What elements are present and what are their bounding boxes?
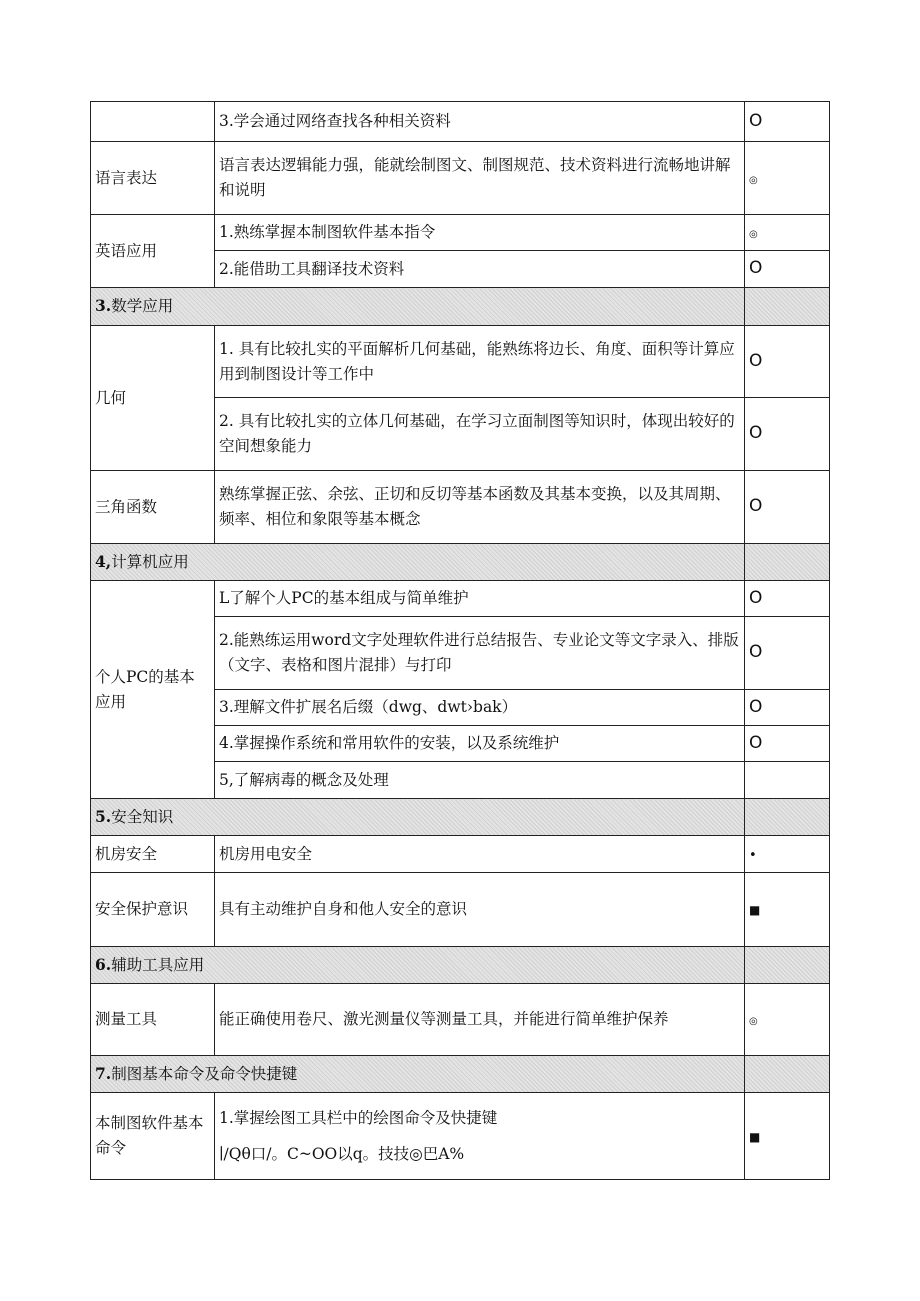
category-cell: 本制图软件基本命令 (91, 1093, 215, 1180)
level-mark: ◎ (745, 984, 830, 1056)
table-row (91, 142, 830, 215)
level-mark: • (745, 836, 830, 873)
section-title: 7.制图基本命令及命令快捷键 (91, 1056, 745, 1093)
competency-table (90, 101, 830, 1180)
table-row (91, 102, 830, 142)
category-cell: 安全保护意识 (91, 873, 215, 947)
category-cell: 几何 (91, 326, 215, 471)
level-mark: O (745, 581, 830, 617)
requirement-cell: 3.学会通过网络查找各种相关资料 (215, 102, 745, 142)
requirement-cell: 具有主动维护自身和他人安全的意识 (215, 873, 745, 947)
level-mark: O (745, 726, 830, 762)
requirement-cell: 3.理解文件扩展名后缀（dwg、dwt›bak） (215, 690, 745, 726)
section-title: 4,计算机应用 (91, 544, 745, 581)
level-mark: O (745, 251, 830, 288)
section-header-row (91, 544, 830, 581)
section-title: 5.安全知识 (91, 799, 745, 836)
category-cell: 机房安全 (91, 836, 215, 873)
level-mark: O (745, 617, 830, 690)
command-toolbar-glyphs: ∣∕Qθ口/。C~OO以q。技技◎巴A% (219, 1145, 465, 1163)
section-header-row (91, 1056, 830, 1093)
level-mark: ■ (745, 1093, 830, 1180)
table-row (91, 873, 830, 947)
requirement-cell: 能正确使用卷尺、激光测量仪等测量工具，并能进行简单维护保养 (215, 984, 745, 1056)
level-mark: O (745, 102, 830, 142)
section-header-row (91, 288, 830, 326)
requirement-cell: 机房用电安全 (215, 836, 745, 873)
table-row (91, 326, 830, 398)
category-cell: 三角函数 (91, 471, 215, 544)
table-row (91, 581, 830, 617)
requirement-cell: 4.掌握操作系统和常用软件的安装，以及系统维护 (215, 726, 745, 762)
level-mark: ◎ (745, 142, 830, 215)
section-header-row (91, 799, 830, 836)
category-cell: 语言表达 (91, 142, 215, 215)
requirement-cell: 语言表达逻辑能力强，能就绘制图文、制图规范、技术资料进行流畅地讲解和说明 (215, 142, 745, 215)
requirement-cell: 1.熟练掌握本制图软件基本指令 (215, 215, 745, 251)
table-row (91, 1093, 830, 1180)
level-mark: O (745, 326, 830, 398)
requirement-cell (215, 1093, 745, 1180)
section-title: 3.数学应用 (91, 288, 745, 326)
level-mark: O (745, 398, 830, 471)
requirement-cell: 5,了解病毒的概念及处理 (215, 762, 745, 799)
command-text: 1.掌握绘图工具栏中的绘图命令及快捷键 (219, 1108, 498, 1127)
table-row (91, 836, 830, 873)
level-mark: ■ (745, 873, 830, 947)
table-row (91, 471, 830, 544)
requirement-cell: 2.能借助工具翻译技术资料 (215, 251, 745, 288)
requirement-cell: L了解个人PC的基本组成与简单维护 (215, 581, 745, 617)
section-title: 6.辅助工具应用 (91, 947, 745, 984)
table-row (91, 984, 830, 1056)
level-mark: O (745, 690, 830, 726)
section-header-row (91, 947, 830, 984)
category-cell: 个人PC的基本应用 (91, 581, 215, 799)
requirement-cell: 2.能熟练运用word文字处理软件进行总结报告、专业论文等文字录入、排版（文字、表格和图片混排）与打印 (215, 617, 745, 690)
requirement-cell: 熟练掌握正弦、余弦、正切和反切等基本函数及其基本变换，以及其周期、频率、相位和象限等基本概念 (215, 471, 745, 544)
category-cell: 测量工具 (91, 984, 215, 1056)
requirement-cell: 2. 具有比较扎实的立体几何基础，在学习立面制图等知识时，体现出较好的空间想象能力 (215, 398, 745, 471)
level-mark: ◎ (745, 215, 830, 251)
category-cell: 英语应用 (91, 215, 215, 288)
category-cell (91, 102, 215, 142)
requirement-cell: 1. 具有比较扎实的平面解析几何基础，能熟练将边长、角度、面积等计算应用到制图设计等工作中 (215, 326, 745, 398)
table-row (91, 215, 830, 251)
level-mark: O (745, 471, 830, 544)
level-mark (745, 762, 830, 799)
